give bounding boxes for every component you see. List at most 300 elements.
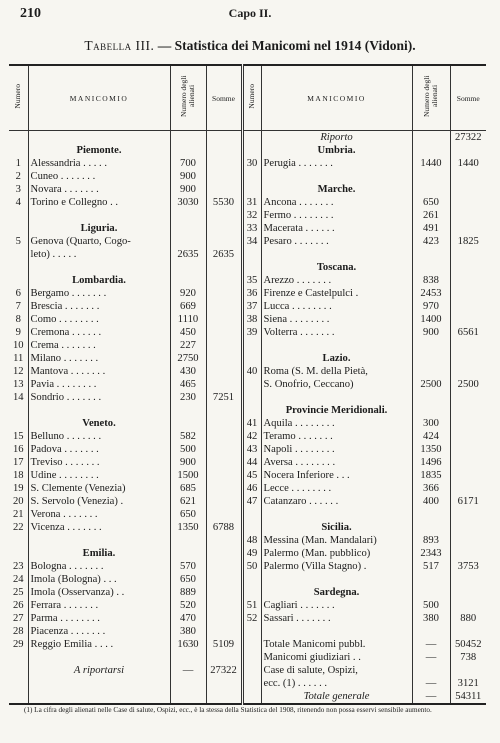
right-num-cell: 52 xyxy=(242,612,261,625)
table-label: Tabella III. xyxy=(84,38,155,53)
left-name-cell: Bergamo . . . . . . . xyxy=(28,287,170,300)
left-val-cell: 582 xyxy=(170,430,206,443)
left-name-cell: Pavia . . . . . . . . xyxy=(28,378,170,391)
right-name-cell: Palermo (Man. pubblico) xyxy=(261,547,412,560)
right-name-cell xyxy=(261,170,412,183)
right-num-cell xyxy=(242,248,261,261)
left-num-cell: 15 xyxy=(12,431,24,442)
right-sum-cell xyxy=(450,274,486,287)
right-sum-cell xyxy=(450,547,486,560)
right-name-cell: Macerata . . . . . . xyxy=(261,222,412,235)
right-sum-cell xyxy=(450,300,486,313)
right-name-cell: Aquila . . . . . . . . xyxy=(261,417,412,430)
right-name-cell: Perugia . . . . . . . xyxy=(261,157,412,170)
right-name-cell: Manicomi giudiziari . . xyxy=(261,651,412,664)
right-val-cell: 2343 xyxy=(412,547,450,560)
left-empty-cell xyxy=(170,690,206,704)
table-row xyxy=(9,482,486,495)
right-name-cell: Lecce . . . . . . . . xyxy=(261,482,412,495)
right-name-cell: Umbria. xyxy=(261,144,412,157)
left-val-cell xyxy=(170,209,206,222)
right-num-cell: 44 xyxy=(242,456,261,469)
left-name-cell: Cremona . . . . . . xyxy=(28,326,170,339)
table-row xyxy=(9,534,486,547)
left-val-cell xyxy=(170,417,206,430)
left-num-cell: 3 xyxy=(15,184,21,195)
left-val-cell: 230 xyxy=(170,391,206,404)
left-num-cell: 20 xyxy=(12,496,24,507)
left-sum-cell xyxy=(206,508,242,521)
left-sum-cell xyxy=(206,469,242,482)
header-somme-left: Somme xyxy=(206,65,242,131)
right-num-cell xyxy=(242,677,261,690)
left-sum-cell: 7251 xyxy=(206,391,242,404)
right-num-cell: 36 xyxy=(242,287,261,300)
left-num-cell: 2 xyxy=(15,171,21,182)
table-row xyxy=(9,209,486,222)
left-val-cell xyxy=(170,222,206,235)
right-num-cell: 48 xyxy=(242,534,261,547)
left-val-cell xyxy=(170,547,206,560)
left-name-cell: Belluno . . . . . . . xyxy=(28,430,170,443)
left-name-cell: Liguria. xyxy=(28,222,170,235)
left-sum-cell xyxy=(206,222,242,235)
right-name-cell: Aversa . . . . . . . . xyxy=(261,456,412,469)
left-val-cell: 900 xyxy=(170,456,206,469)
left-sum-cell xyxy=(206,625,242,638)
header-alienati-left: Numero degli alienati xyxy=(170,65,206,131)
right-sum-cell xyxy=(450,339,486,352)
right-name-cell: Volterra . . . . . . . xyxy=(261,326,412,339)
chapter-title: Capo II. xyxy=(228,6,272,20)
right-sum-cell xyxy=(450,404,486,417)
right-name-cell: Pesaro . . . . . . . xyxy=(261,235,412,248)
left-sum-cell xyxy=(206,313,242,326)
right-sum-cell: 27322 xyxy=(450,131,486,145)
right-name-cell: Teramo . . . . . . . xyxy=(261,430,412,443)
left-sum-cell xyxy=(206,326,242,339)
left-empty-cell xyxy=(206,690,242,704)
right-num-cell xyxy=(242,261,261,274)
table-row xyxy=(9,391,486,404)
right-name-cell: Toscana. xyxy=(261,261,412,274)
right-val-cell: 2500 xyxy=(412,378,450,391)
right-name-cell: Provincie Meridionali. xyxy=(261,404,412,417)
left-val-cell: 1110 xyxy=(170,313,206,326)
right-sum-cell xyxy=(450,287,486,300)
left-sum-cell xyxy=(206,430,242,443)
table-row xyxy=(9,378,486,391)
left-val-cell: 500 xyxy=(170,443,206,456)
right-sum-cell xyxy=(450,144,486,157)
left-name-cell xyxy=(28,404,170,417)
left-num-cell: 26 xyxy=(12,600,24,611)
right-sum-cell: 3121 xyxy=(450,677,486,690)
left-name-cell xyxy=(28,131,170,145)
left-sum-cell xyxy=(206,183,242,196)
right-sum-cell xyxy=(450,417,486,430)
right-name-cell: S. Onofrio, Ceccano) xyxy=(261,378,412,391)
left-sum-cell: 5109 xyxy=(206,638,242,651)
left-val-cell: 3030 xyxy=(170,196,206,209)
left-empty-cell xyxy=(28,690,170,704)
left-name-cell: Sondrio . . . . . . . xyxy=(28,391,170,404)
right-val-cell: 517 xyxy=(412,560,450,573)
left-empty-cell xyxy=(9,677,28,690)
right-sum-cell xyxy=(450,430,486,443)
right-num-cell: 34 xyxy=(242,235,261,248)
left-val-cell: 669 xyxy=(170,300,206,313)
right-num-cell xyxy=(242,638,261,651)
right-sum-cell xyxy=(450,183,486,196)
right-num-cell: 30 xyxy=(242,157,261,170)
right-sum-cell xyxy=(450,261,486,274)
right-val-cell xyxy=(412,625,450,638)
left-val-cell: 920 xyxy=(170,287,206,300)
left-name-cell: Brescia . . . . . . . xyxy=(28,300,170,313)
right-num-cell: 39 xyxy=(242,326,261,339)
right-sum-cell xyxy=(450,365,486,378)
right-val-cell xyxy=(412,508,450,521)
left-name-cell: Treviso . . . . . . . xyxy=(28,456,170,469)
right-sum-cell: 1440 xyxy=(450,157,486,170)
right-num-cell xyxy=(242,521,261,534)
left-name-cell xyxy=(28,209,170,222)
right-name-cell: Napoli . . . . . . . . xyxy=(261,443,412,456)
table-row xyxy=(9,638,486,651)
left-val-cell: 465 xyxy=(170,378,206,391)
table-row xyxy=(9,586,486,599)
left-val-cell xyxy=(170,534,206,547)
left-name-cell: Vicenza . . . . . . . xyxy=(28,521,170,534)
table-row xyxy=(9,313,486,326)
right-val-cell: 650 xyxy=(412,196,450,209)
right-name-cell xyxy=(261,508,412,521)
left-val-cell: 1350 xyxy=(170,521,206,534)
left-empty-cell xyxy=(9,690,28,704)
left-num-cell: 5 xyxy=(15,236,21,247)
left-num-cell: 9 xyxy=(15,327,21,338)
left-num-cell xyxy=(9,547,28,560)
left-name-cell: Piacenza . . . . . . . xyxy=(28,625,170,638)
left-sum-cell xyxy=(206,339,242,352)
table-row xyxy=(9,495,486,508)
left-num-cell: 12 xyxy=(12,366,24,377)
left-sum-cell xyxy=(206,378,242,391)
right-num-cell: 51 xyxy=(242,599,261,612)
right-sum-cell xyxy=(450,534,486,547)
left-val-cell xyxy=(170,131,206,145)
right-sum-cell xyxy=(450,521,486,534)
right-sum-cell: 6561 xyxy=(450,326,486,339)
right-val-cell xyxy=(412,183,450,196)
right-val-cell xyxy=(412,521,450,534)
table-row xyxy=(9,183,486,196)
right-num-cell xyxy=(242,144,261,157)
left-val-cell xyxy=(170,404,206,417)
left-num-cell: 28 xyxy=(12,626,24,637)
right-val-cell xyxy=(412,404,450,417)
right-sum-cell: 6171 xyxy=(450,495,486,508)
table-row xyxy=(9,612,486,625)
left-val-cell: 380 xyxy=(170,625,206,638)
right-num-cell xyxy=(242,508,261,521)
right-val-cell xyxy=(412,261,450,274)
left-num-cell: 1 xyxy=(15,158,21,169)
table-row xyxy=(9,664,486,677)
table-row xyxy=(9,157,486,170)
left-sum-cell xyxy=(206,170,242,183)
right-sum-cell: 54311 xyxy=(450,690,486,704)
right-name-cell: Ancona . . . . . . . xyxy=(261,196,412,209)
left-val-cell: 700 xyxy=(170,157,206,170)
table-row xyxy=(9,560,486,573)
left-num-cell xyxy=(9,651,28,664)
left-val-cell: 685 xyxy=(170,482,206,495)
table-row xyxy=(9,196,486,209)
left-sum-cell xyxy=(206,560,242,573)
right-sum-cell: 738 xyxy=(450,651,486,664)
table-row xyxy=(9,404,486,417)
header-alienati-right: Numero degli alienati xyxy=(412,65,450,131)
right-sum-cell xyxy=(450,664,486,677)
right-val-cell: 2453 xyxy=(412,287,450,300)
left-val-cell xyxy=(170,651,206,664)
table-row xyxy=(9,456,486,469)
right-val-cell xyxy=(412,144,450,157)
left-num-cell: 19 xyxy=(12,483,24,494)
right-name-cell: Roma (S. M. della Pietà, xyxy=(261,365,412,378)
right-sum-cell xyxy=(450,573,486,586)
left-sum-cell xyxy=(206,274,242,287)
left-num-cell xyxy=(9,404,28,417)
right-val-cell: — xyxy=(412,690,450,704)
table-row xyxy=(9,365,486,378)
right-name-cell xyxy=(261,573,412,586)
right-val-cell xyxy=(412,664,450,677)
right-sum-cell: 880 xyxy=(450,612,486,625)
left-val-cell xyxy=(170,144,206,157)
right-val-cell: 366 xyxy=(412,482,450,495)
table-row xyxy=(9,547,486,560)
right-name-cell: Totale generale xyxy=(261,690,412,704)
left-name-cell: Mantova . . . . . . . xyxy=(28,365,170,378)
left-empty-cell xyxy=(28,677,170,690)
right-num-cell xyxy=(242,651,261,664)
left-name-cell: Milano . . . . . . . xyxy=(28,352,170,365)
right-num-cell: 40 xyxy=(242,365,261,378)
running-header xyxy=(20,6,480,24)
left-name-cell: Emilia. xyxy=(28,547,170,560)
right-sum-cell: 50452 xyxy=(450,638,486,651)
left-sum-cell xyxy=(206,651,242,664)
right-val-cell: — xyxy=(412,677,450,690)
right-name-cell: Arezzo . . . . . . . xyxy=(261,274,412,287)
left-num-cell: 8 xyxy=(15,314,21,325)
left-val-cell: 650 xyxy=(170,508,206,521)
right-num-cell: 38 xyxy=(242,313,261,326)
table-row xyxy=(9,326,486,339)
table-row xyxy=(9,690,486,704)
left-name-cell: Genova (Quarto, Cogo- xyxy=(28,235,170,248)
left-val-cell xyxy=(170,235,206,248)
page-number: 210 xyxy=(20,6,41,21)
right-sum-cell xyxy=(450,313,486,326)
left-num-cell: 7 xyxy=(15,301,21,312)
left-sum-cell xyxy=(206,586,242,599)
right-name-cell: Lucca . . . . . . . . xyxy=(261,300,412,313)
left-sum-cell: 2635 xyxy=(206,248,242,261)
header-manicomio-right: MANICOMIO xyxy=(261,65,412,131)
right-val-cell: 261 xyxy=(412,209,450,222)
asylum-table xyxy=(9,64,486,705)
right-val-cell xyxy=(412,248,450,261)
left-sum-cell xyxy=(206,456,242,469)
right-name-cell: Nocera Inferiore . . . xyxy=(261,469,412,482)
left-sum-cell xyxy=(206,417,242,430)
table-row xyxy=(9,573,486,586)
table-row xyxy=(9,235,486,248)
right-sum-cell xyxy=(450,170,486,183)
left-name-cell: Veneto. xyxy=(28,417,170,430)
right-val-cell xyxy=(412,573,450,586)
right-name-cell: Sicilia. xyxy=(261,521,412,534)
right-sum-cell xyxy=(450,209,486,222)
right-name-cell: Firenze e Castelpulci . xyxy=(261,287,412,300)
left-val-cell: 450 xyxy=(170,326,206,339)
left-name-cell: S. Servolo (Venezia) . xyxy=(28,495,170,508)
right-name-cell: Catanzaro . . . . . . xyxy=(261,495,412,508)
right-sum-cell xyxy=(450,196,486,209)
right-val-cell: 500 xyxy=(412,599,450,612)
left-num-cell: 24 xyxy=(12,574,24,585)
left-sum-cell xyxy=(206,287,242,300)
right-num-cell xyxy=(242,404,261,417)
left-sum-cell: 27322 xyxy=(206,664,242,677)
left-sum-cell xyxy=(206,443,242,456)
left-sum-cell xyxy=(206,495,242,508)
left-val-cell: 2635 xyxy=(170,248,206,261)
table-row xyxy=(9,352,486,365)
left-val-cell xyxy=(170,261,206,274)
left-name-cell: S. Clemente (Venezia) xyxy=(28,482,170,495)
table-row xyxy=(9,287,486,300)
table-row xyxy=(9,469,486,482)
left-num-cell: 6 xyxy=(15,288,21,299)
left-name-cell: Como . . . . . . . . xyxy=(28,313,170,326)
right-val-cell: 300 xyxy=(412,417,450,430)
table-row xyxy=(9,599,486,612)
right-sum-cell xyxy=(450,625,486,638)
right-num-cell: 43 xyxy=(242,443,261,456)
table-row xyxy=(9,417,486,430)
left-val-cell: — xyxy=(170,664,206,677)
footnote: (1) La cifra degli alienati nelle Case di salute, Ospizi, ecc., è la stessa della Statistica del 1908, ritenendo non possa esservi sensibile aumento. xyxy=(24,706,432,714)
left-val-cell: 430 xyxy=(170,365,206,378)
left-val-cell: 900 xyxy=(170,170,206,183)
left-sum-cell xyxy=(206,131,242,145)
right-val-cell: — xyxy=(412,651,450,664)
right-sum-cell xyxy=(450,456,486,469)
right-num-cell: 47 xyxy=(242,495,261,508)
left-name-cell: Udine . . . . . . . . xyxy=(28,469,170,482)
left-num-cell: 23 xyxy=(12,561,24,572)
left-sum-cell xyxy=(206,599,242,612)
table-title: — Statistica dei Manicomi nel 1914 (Vidoni). xyxy=(157,38,416,53)
left-num-cell xyxy=(9,248,28,261)
table-row xyxy=(9,131,486,145)
left-sum-cell xyxy=(206,209,242,222)
right-sum-cell xyxy=(450,443,486,456)
right-sum-cell xyxy=(450,508,486,521)
left-name-cell: A riportarsi xyxy=(28,664,170,677)
right-val-cell xyxy=(412,339,450,352)
left-val-cell xyxy=(170,274,206,287)
right-num-cell: 46 xyxy=(242,482,261,495)
table-row xyxy=(9,222,486,235)
right-name-cell: Messina (Man. Mandalari) xyxy=(261,534,412,547)
left-sum-cell xyxy=(206,482,242,495)
table-row xyxy=(9,248,486,261)
left-val-cell: 900 xyxy=(170,183,206,196)
left-name-cell: Imola (Bologna) . . . xyxy=(28,573,170,586)
right-name-cell: Fermo . . . . . . . . xyxy=(261,209,412,222)
right-val-cell: 380 xyxy=(412,612,450,625)
right-name-cell: Siena . . . . . . . . xyxy=(261,313,412,326)
left-num-cell xyxy=(9,209,28,222)
table-row xyxy=(9,274,486,287)
right-val-cell: 423 xyxy=(412,235,450,248)
table-row xyxy=(9,170,486,183)
left-num-cell: 13 xyxy=(12,379,24,390)
left-num-cell xyxy=(9,131,28,145)
right-val-cell xyxy=(412,131,450,145)
left-name-cell xyxy=(28,534,170,547)
right-val-cell xyxy=(412,391,450,404)
right-num-cell: 32 xyxy=(242,209,261,222)
table-row xyxy=(9,625,486,638)
table-row xyxy=(9,651,486,664)
right-num-cell: 45 xyxy=(242,469,261,482)
right-sum-cell: 3753 xyxy=(450,560,486,573)
left-val-cell: 520 xyxy=(170,599,206,612)
header-numero-left: Numero xyxy=(9,65,28,131)
right-val-cell xyxy=(412,365,450,378)
left-name-cell: Parma . . . . . . . . xyxy=(28,612,170,625)
table-row xyxy=(9,430,486,443)
left-sum-cell xyxy=(206,157,242,170)
right-sum-cell xyxy=(450,222,486,235)
left-val-cell: 650 xyxy=(170,573,206,586)
left-name-cell: Bologna . . . . . . . xyxy=(28,560,170,573)
left-name-cell: Piemonte. xyxy=(28,144,170,157)
table-row xyxy=(9,677,486,690)
right-num-cell xyxy=(242,183,261,196)
left-empty-cell xyxy=(170,677,206,690)
right-name-cell: Sassari . . . . . . . xyxy=(261,612,412,625)
right-num-cell xyxy=(242,131,261,145)
right-name-cell: Case di salute, Ospizi, xyxy=(261,664,412,677)
right-val-cell: 1400 xyxy=(412,313,450,326)
left-sum-cell: 6788 xyxy=(206,521,242,534)
left-name-cell: Novara . . . . . . . xyxy=(28,183,170,196)
right-num-cell: 33 xyxy=(242,222,261,235)
right-num-cell: 50 xyxy=(242,560,261,573)
right-val-cell: 1496 xyxy=(412,456,450,469)
right-num-cell: 42 xyxy=(242,430,261,443)
left-num-cell: 25 xyxy=(12,587,24,598)
right-num-cell xyxy=(242,664,261,677)
